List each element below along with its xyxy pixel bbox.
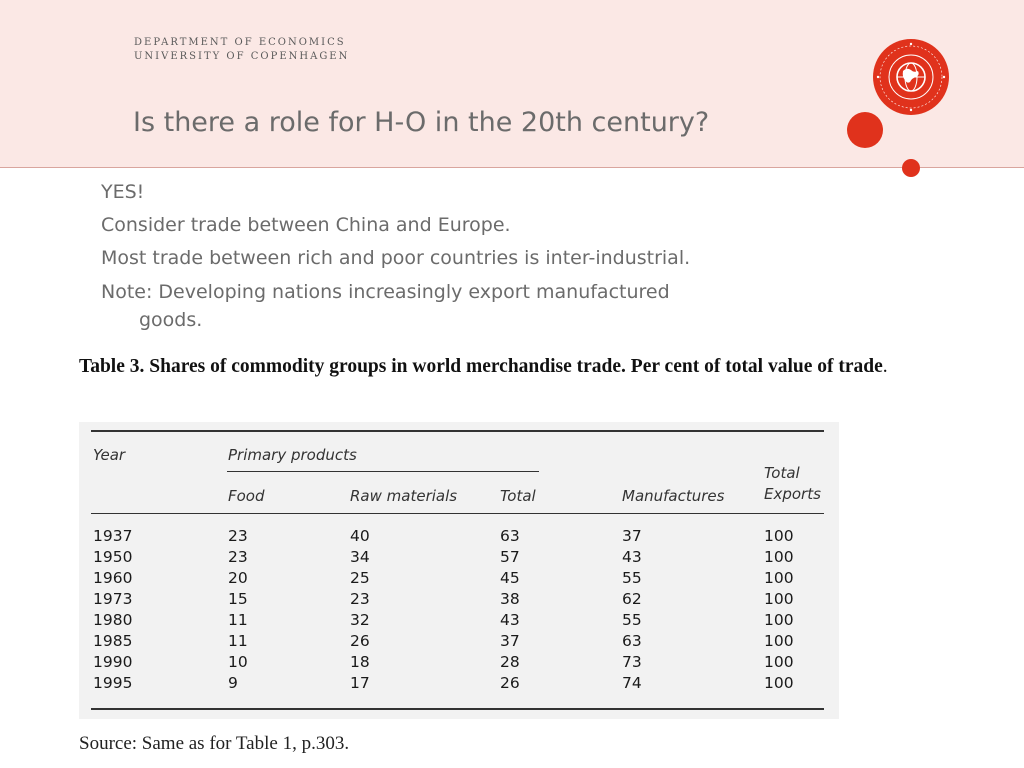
cell-year: 1990 [93, 653, 133, 671]
cell-manufactures: 74 [622, 674, 642, 692]
header-manufactures: Manufactures [622, 487, 725, 505]
cell-raw-materials: 25 [350, 569, 370, 587]
cell-year: 1937 [93, 527, 133, 545]
cell-year: 1980 [93, 611, 133, 629]
table-source: Source: Same as for Table 1, p.303. [79, 733, 350, 754]
cell-total-exports: 100 [764, 569, 794, 587]
bullet-continuation: goods. [139, 309, 203, 331]
cell-total-exports: 100 [764, 590, 794, 608]
cell-food: 20 [228, 569, 248, 587]
university-line: UNIVERSITY OF COPENHAGEN [134, 51, 350, 62]
university-seal-logo [872, 38, 950, 116]
cell-manufactures: 73 [622, 653, 642, 671]
cell-food: 23 [228, 527, 248, 545]
cell-raw-materials: 26 [350, 632, 370, 650]
cell-total-exports: 100 [764, 674, 794, 692]
header-year: Year [93, 446, 126, 464]
header-food: Food [228, 487, 265, 505]
cell-manufactures: 55 [622, 611, 642, 629]
cell-total: 37 [500, 632, 520, 650]
cell-raw-materials: 17 [350, 674, 370, 692]
cell-total-exports: 100 [764, 548, 794, 566]
table-image [79, 422, 839, 719]
department-label [134, 36, 349, 64]
cell-raw-materials: 34 [350, 548, 370, 566]
cell-total-exports: 100 [764, 632, 794, 650]
header-primary-products: Primary products [228, 446, 357, 464]
bullet-item: YES! [101, 181, 145, 203]
cell-year: 1973 [93, 590, 133, 608]
cell-total-exports: 100 [764, 611, 794, 629]
bullet-text: Note: Developing nations increasingly export manufactured [101, 281, 670, 303]
cell-raw-materials: 23 [350, 590, 370, 608]
caption-text: Table 3. Shares of commodity groups in world merchandise trade. Per cent of total value of trade [79, 356, 883, 377]
table-top-rule [91, 430, 824, 432]
caption-period: . [882, 356, 888, 377]
cell-year: 1995 [93, 674, 133, 692]
cell-total: 43 [500, 611, 520, 629]
cell-manufactures: 55 [622, 569, 642, 587]
cell-year: 1960 [93, 569, 133, 587]
decorative-dot-small [902, 159, 920, 177]
cell-total: 57 [500, 548, 520, 566]
cell-total: 38 [500, 590, 520, 608]
cell-manufactures: 62 [622, 590, 642, 608]
cell-manufactures: 63 [622, 632, 642, 650]
header-total-exports-1: Total [764, 464, 800, 482]
cell-total: 63 [500, 527, 520, 545]
cell-food: 23 [228, 548, 248, 566]
cell-food: 15 [228, 590, 248, 608]
cell-manufactures: 43 [622, 548, 642, 566]
slide-title: Is there a role for H-O in the 20th century? [133, 107, 710, 138]
cell-total: 26 [500, 674, 520, 692]
cell-food: 11 [228, 632, 248, 650]
cell-raw-materials: 18 [350, 653, 370, 671]
header-bottom-rule [91, 513, 824, 514]
bullet-item: Most trade between rich and poor countries is inter-industrial. [101, 247, 691, 269]
cell-total-exports: 100 [764, 527, 794, 545]
header-divider [0, 167, 1024, 168]
cell-food: 11 [228, 611, 248, 629]
table-caption [79, 349, 939, 385]
cell-year: 1950 [93, 548, 133, 566]
cell-year: 1985 [93, 632, 133, 650]
bullet-item: Consider trade between China and Europe. [101, 214, 511, 236]
bullet-list [101, 176, 841, 334]
primary-products-rule [227, 471, 539, 472]
header-total-exports-2: Exports [764, 485, 821, 503]
cell-total-exports: 100 [764, 653, 794, 671]
decorative-dot-large [847, 112, 883, 148]
cell-food: 10 [228, 653, 248, 671]
cell-food: 9 [228, 674, 238, 692]
cell-raw-materials: 40 [350, 527, 370, 545]
cell-raw-materials: 32 [350, 611, 370, 629]
bullet-item [101, 278, 841, 334]
header-raw-materials: Raw materials [350, 487, 458, 505]
cell-total: 28 [500, 653, 520, 671]
header-total: Total [500, 487, 536, 505]
department-line: DEPARTMENT OF ECONOMICS [134, 37, 346, 48]
cell-manufactures: 37 [622, 527, 642, 545]
table-bottom-rule [91, 708, 824, 710]
cell-total: 45 [500, 569, 520, 587]
